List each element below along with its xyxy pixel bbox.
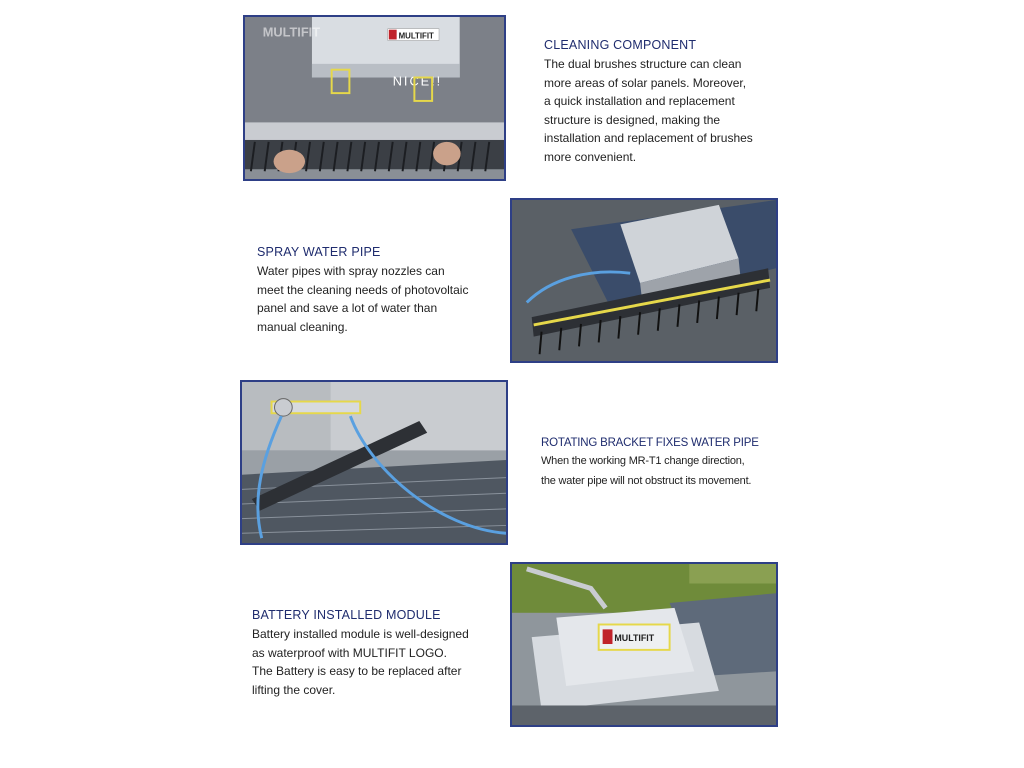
overlay-text: NICE!! [392, 73, 443, 89]
brand-watermark: MULTIFIT [262, 24, 321, 40]
photo-spray-water-pipe [510, 198, 778, 363]
section-cleaning-component [544, 38, 784, 166]
section-title: SPRAY WATER PIPE [257, 245, 381, 259]
photo-cleaning-component [243, 15, 506, 181]
section-body: Water pipes with spray nozzles can meet the cleaning needs of photovoltaic panel and save a lot of water than manual cleaning. [257, 264, 469, 334]
photo-battery-module [510, 562, 778, 727]
section-rotating-bracket [541, 437, 776, 491]
photo-rotating-bracket [240, 380, 508, 545]
section-battery-module [252, 608, 492, 699]
section-body: Battery installed module is well-designed as waterproof with MULTIFIT LOGO. The Battery is easy to be replaced after lifting the cover. [252, 627, 469, 697]
section-title: ROTATING BRACKET FIXES WATER PIPE [541, 437, 759, 449]
section-spray-water-pipe [257, 245, 497, 336]
section-title: BATTERY INSTALLED MODULE [252, 608, 441, 622]
section-body: The dual brushes structure can clean more areas of solar panels. Moreover, a quick installation and replacement structure is designed, making the installation and replacement of brushes more convenient. [544, 57, 753, 164]
section-body: When the working MR-T1 change direction, the water pipe will not obstruct its movement. [541, 455, 752, 487]
brand-on-device-label: MULTIFIT [398, 31, 434, 41]
brand-on-battery-label: MULTIFIT [614, 633, 655, 644]
section-title: CLEANING COMPONENT [544, 38, 697, 52]
